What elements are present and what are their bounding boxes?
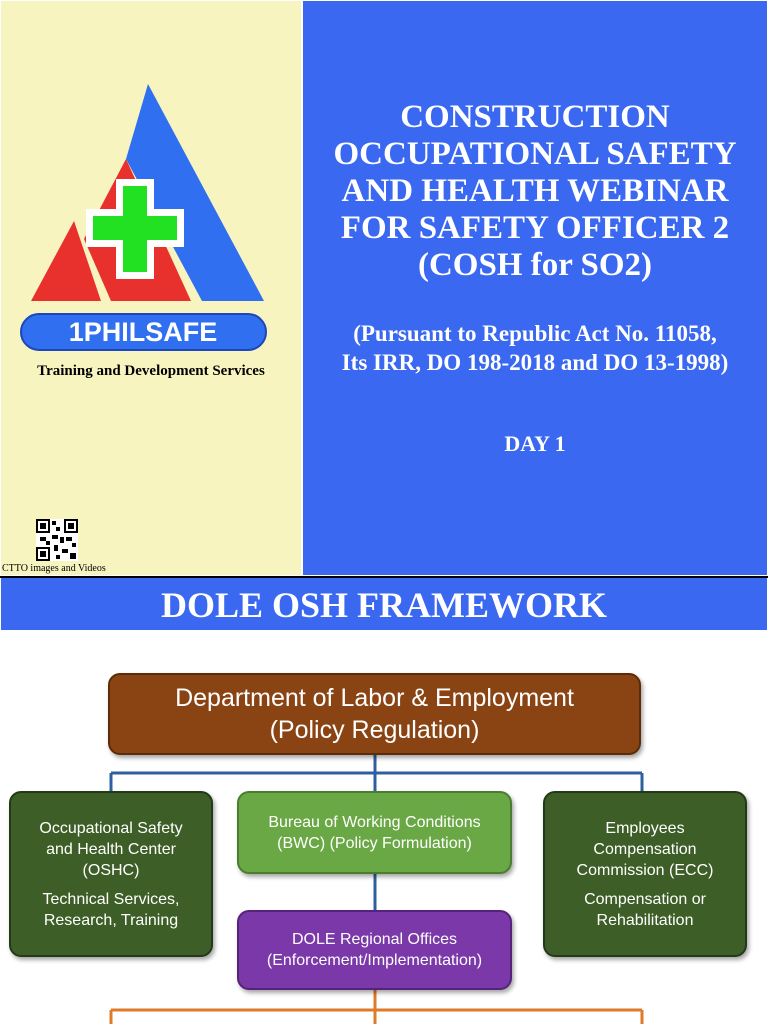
title-line: AND HEALTH WEBINAR bbox=[341, 173, 729, 209]
ecc-line: Employees bbox=[605, 819, 685, 837]
title-line: OCCUPATIONAL SAFETY bbox=[333, 136, 737, 172]
ecc-role-line: Rehabilitation bbox=[596, 911, 694, 929]
title-panel bbox=[303, 1, 767, 575]
subtitle-line: Its IRR, DO 198-2018 and DO 13-1998) bbox=[341, 350, 729, 375]
ecc-line: Commission (ECC) bbox=[576, 861, 714, 879]
bwc-line: (BWC) (Policy Formulation) bbox=[277, 834, 472, 852]
oshc-box bbox=[9, 791, 213, 957]
slide-subtitle bbox=[303, 319, 767, 377]
ecc-line: Compensation bbox=[593, 840, 697, 858]
day-label: DAY 1 bbox=[504, 431, 566, 456]
bwc-line: Bureau of Working Conditions bbox=[268, 813, 481, 831]
bwc-box bbox=[237, 791, 512, 874]
tagline: Training and Development Services bbox=[37, 363, 265, 379]
title-line: CONSTRUCTION bbox=[400, 99, 670, 135]
ecc-box bbox=[543, 791, 747, 957]
subtitle-line: (Pursuant to Republic Act No. 11058, bbox=[353, 321, 717, 346]
dole-box bbox=[108, 673, 641, 755]
regional-line: DOLE Regional Offices bbox=[291, 931, 458, 948]
logo-text: 1PHILSAFE bbox=[68, 317, 218, 347]
image-credit: CTTO images and Videos bbox=[2, 563, 106, 574]
oshc-line: (OSHC) bbox=[82, 861, 140, 879]
slide-title bbox=[303, 99, 767, 284]
oshc-line: and Health Center bbox=[46, 840, 176, 858]
regional-offices-box bbox=[237, 910, 512, 990]
oshc-line: Occupational Safety bbox=[39, 819, 183, 837]
ecc-role-line: Compensation or bbox=[584, 890, 706, 908]
dole-line: (Policy Regulation) bbox=[269, 716, 480, 744]
qr-code-icon[interactable] bbox=[36, 519, 78, 561]
regional-line: (Enforcement/Implementation) bbox=[266, 952, 483, 969]
dole-line: Department of Labor & Employment bbox=[175, 684, 574, 712]
framework-slide bbox=[0, 578, 768, 1024]
philsafe-logo bbox=[16, 79, 271, 359]
title-line: (COSH for SO2) bbox=[417, 247, 653, 283]
framework-header: DOLE OSH FRAMEWORK bbox=[1, 578, 767, 630]
logo-panel bbox=[1, 1, 301, 575]
title-line: FOR SAFETY OFFICER 2 bbox=[340, 210, 730, 246]
oshc-role-line: Research, Training bbox=[43, 911, 179, 929]
oshc-role-line: Technical Services, bbox=[42, 890, 180, 908]
